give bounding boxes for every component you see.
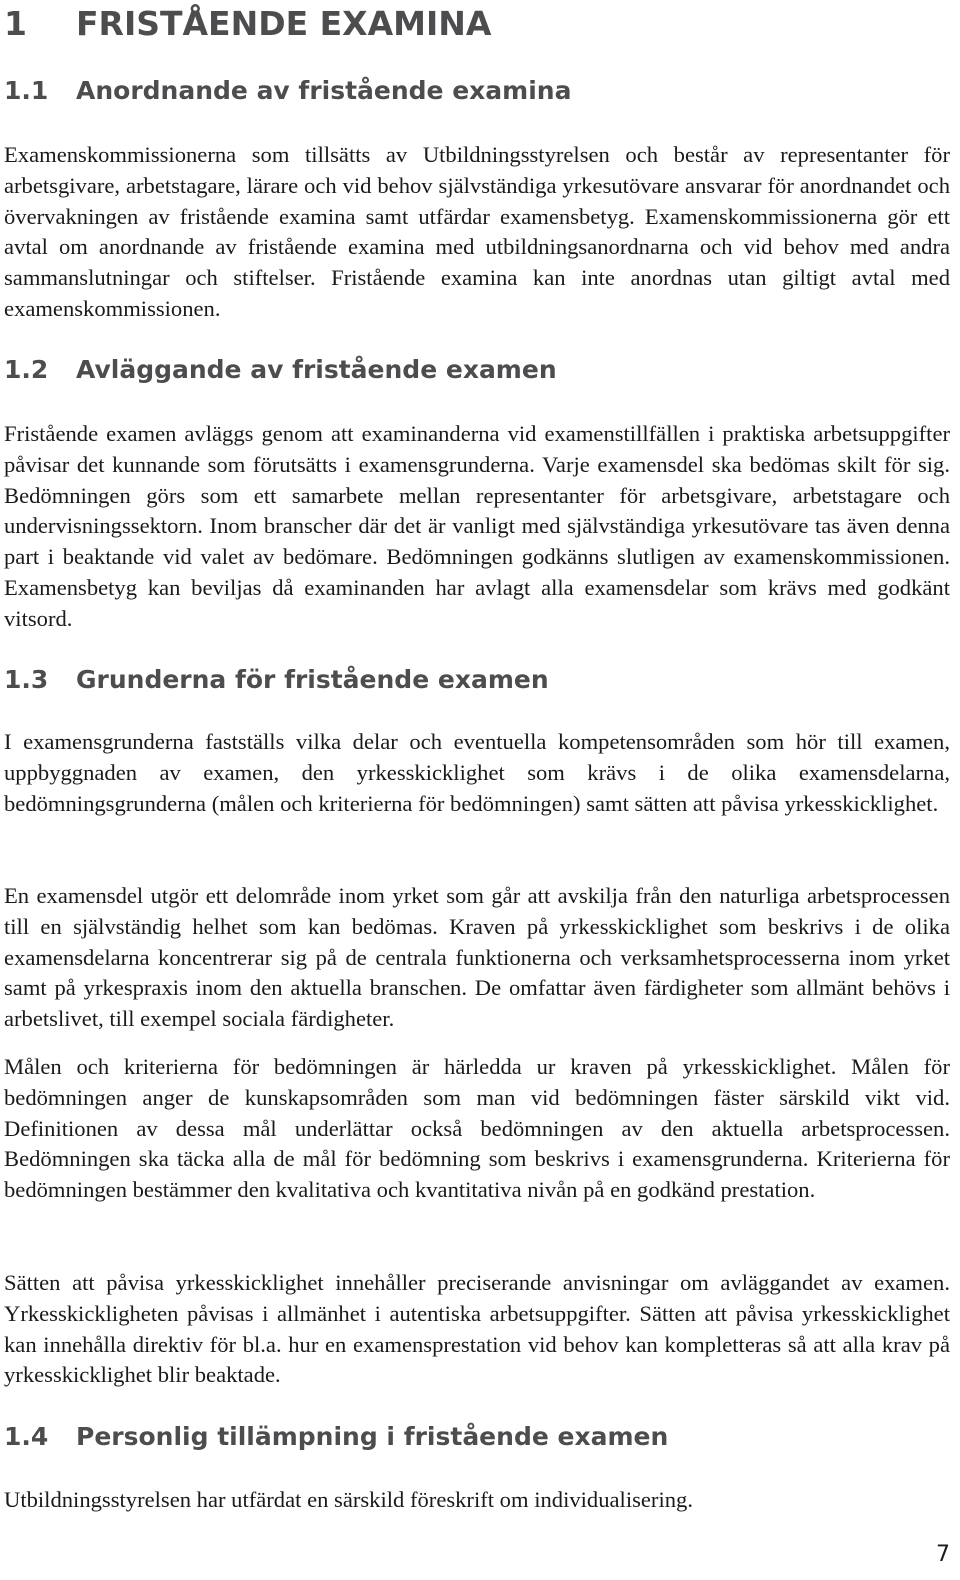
section-heading [4,1420,668,1454]
section-title: Anordnande av fristående examina [76,76,572,105]
section-heading [4,353,557,387]
section-number: 1.1 [4,76,49,105]
paragraph: Utbildningsstyrelsen har utfärdat en särskild föreskrift om individualisering. [4,1487,693,1512]
section-title: Personlig tillämpning i fristående examen [76,1422,669,1451]
section-title: Avläggande av fristående examen [76,355,557,384]
section-number: 1.2 [4,355,49,384]
section-number: 1.3 [4,665,49,694]
paragraph: I examensgrunderna fastställs vilka delar och eventuella kompetensområden som hör till examen, uppbyggnaden av examen, den yrkesskicklighet som krävs i de olika examensdelarna, bedömningsgrunderna (målen och kriterierna för bedömningen) samt sätten att påvisa yrkesskicklighet. [4,729,950,816]
paragraph: Fristående examen avläggs genom att examinanderna vid examenstillfällen i praktiska arbetsuppgifter påvisar det kunnande som förutsätts i examensgrunderna. Varje examensdel ska bedömas skilt för sig. Bedömningen görs som ett samarbete mellan representanter för arbetsgivare, arbetstagare och undervisningssektorn. Inom branscher där det är vanligt med självständiga yrkesutövare tas även denna part i beaktande vid valet av bedömare. Bedömningen godkänns slutligen av examenskommissionen. Examensbetyg kan beviljas då examinanden har avlagt alla examensdelar som krävs med godkänt vitsord. [4,421,950,631]
paragraph: En examensdel utgör ett delområde inom yrket som går att avskilja från den naturliga arbetsprocessen till en självständig helhet som kan bedömas. Kraven på yrkesskicklighet som beskrivs i de olika examensdelarna koncentrerar sig på de centrala funktionerna och verksamhetsprocesserna inom yrket samt på yrkespraxis inom den aktuella branschen. De omfattar även färdigheter som allmänt behövs i arbetslivet, till exempel sociala färdigheter. [4,883,950,1032]
chapter-title: FRISTÅENDE EXAMINA [76,4,492,43]
paragraph: Sätten att påvisa yrkesskicklighet innehåller preciserande anvisningar om avläggandet av examen. Yrkesskickligheten påvisas i allmänhet i autentiska arbetsuppgifter. Sätten att påvisa yrkesskicklighet kan innehålla direktiv för bl.a. hur en examensprestation vid behov kan kompletteras så att alla krav på yrkesskicklighet blir beaktade. [4,1270,950,1388]
chapter-number: 1 [4,4,27,43]
section-heading [4,663,549,697]
page-number: 7 [936,1542,950,1567]
paragraph: Målen och kriterierna för bedömningen är härledda ur kraven på yrkesskicklighet. Målen för bedömningen anger de kunskapsområden som man vid bedömningen fäster särskild vikt vid. Definitionen av dessa mål underlättar också bedömningen av den aktuella arbetsprocessen. Bedömningen ska täcka alla de mål för bedömning som beskrivs i examensgrunderna. Kriterierna för bedömningen bestämmer den kvalitativa och kvantitativa nivån på en godkänd prestation. [4,1054,950,1203]
paragraph: Examenskommissionerna som tillsätts av Utbildningsstyrelsen och består av representanter för arbetsgivare, arbetstagare, lärare och vid behov självständiga yrkesutövare ansvarar för anordnandet och övervakningen av fristående examina samt utfärdar examensbetyg. Examenskommissionerna gör ett avtal om anordnande av fristående examina med utbildningsanordnarna och vid behov med andra sammanslutningar och stiftelser. Fristående examina kan inte anordnas utan giltigt avtal med examenskommissionen. [4,142,950,321]
section-heading [4,74,571,108]
section-title: Grunderna för fristående examen [76,665,549,694]
chapter-heading [4,2,491,46]
section-number: 1.4 [4,1422,49,1451]
